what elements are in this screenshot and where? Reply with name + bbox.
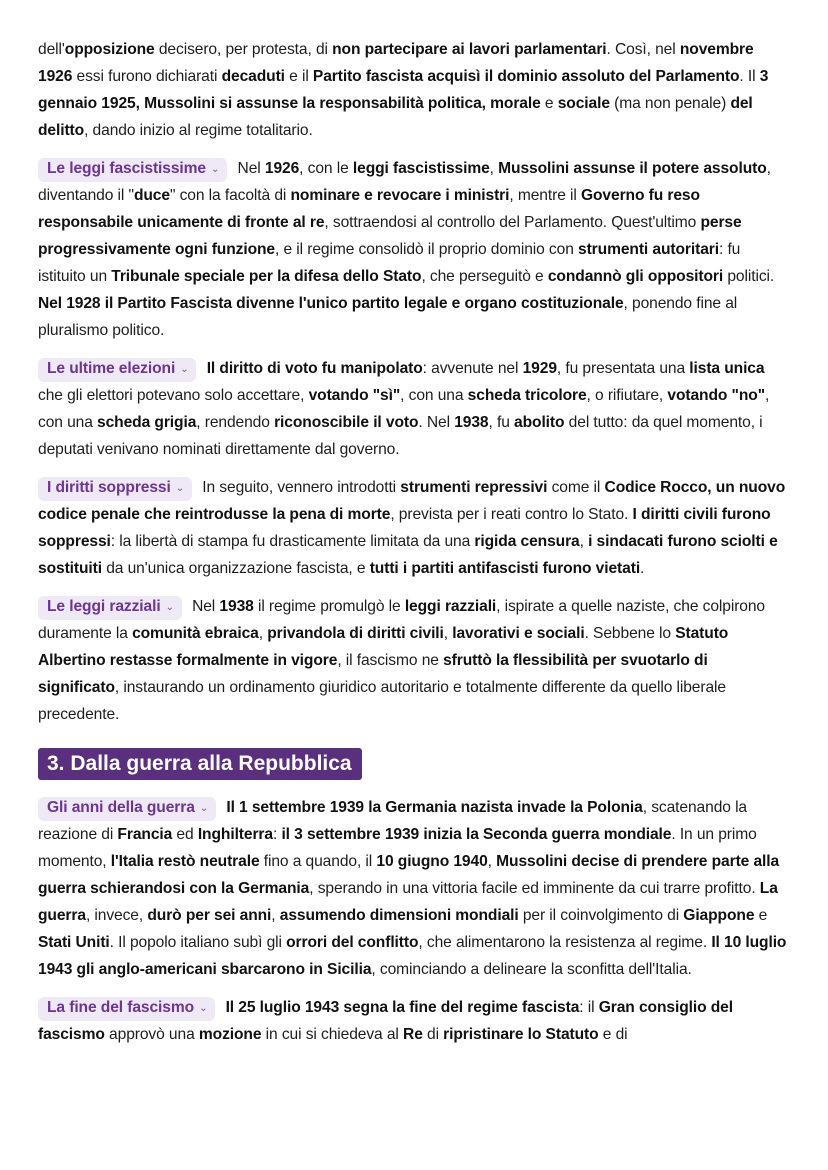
bold-text: condannò gli oppositori: [547, 268, 724, 285]
bold-text: decaduti: [221, 68, 285, 85]
text: : fu istituito un: [38, 241, 741, 285]
bold-text: rigida censura: [474, 533, 580, 550]
bold-text: votando "sì": [308, 387, 401, 404]
text: ,: [271, 907, 280, 924]
text: , invece,: [85, 907, 148, 924]
text: , fu presentata una: [556, 360, 690, 377]
text: In seguito, vennero introdotti: [198, 479, 401, 496]
text: ,: [443, 625, 453, 642]
bold-text: tutti i partiti antifascisti furono vietati: [369, 560, 641, 577]
text: del tutto: da quel momento, i deputati venivano nominati direttamente dal governo.: [38, 414, 763, 458]
bold-text: Statuto Albertino restasse formalmente in vigore: [38, 625, 729, 669]
bold-text: lista unica: [689, 360, 765, 377]
topic-tag-label: Gli anni della guerra: [47, 799, 195, 816]
anni-guerra-paragraph: [38, 794, 790, 983]
chevron-down-icon: ⌄: [165, 602, 174, 613]
topic-tag-label: Le leggi razziali: [47, 598, 161, 615]
text: che gli elettori potevano solo accettare,: [38, 387, 309, 404]
bold-text: duce: [133, 187, 170, 204]
bold-text: mozione: [198, 1026, 262, 1043]
bold-text: privandola di diritti civili: [267, 625, 444, 642]
bold-text: leggi fascistissime: [352, 160, 490, 177]
text: .: [640, 560, 645, 577]
bold-text: del delitto: [38, 95, 753, 139]
intro-paragraph: [38, 36, 790, 144]
bold-text: novembre 1926: [38, 41, 754, 85]
bold-text: lavorativi e sociali: [452, 625, 585, 642]
bold-text: riconoscibile il voto: [274, 414, 419, 431]
text: , che perseguitò e: [421, 268, 548, 285]
chevron-down-icon: ⌄: [199, 1003, 208, 1014]
bold-text: Il 1 settembre 1939 la Germania nazista invade la Polonia: [226, 799, 643, 816]
leggi-fascistissime-paragraph: [38, 155, 790, 344]
bold-text: 1938: [219, 598, 254, 615]
text: approvò una: [104, 1026, 199, 1043]
bold-text: Il 10 luglio 1943 gli anglo-americani sbarcarono in Sicilia: [38, 934, 787, 978]
text: come il: [547, 479, 605, 496]
bold-text: i sindacati furono sciolti e sostituiti: [38, 533, 778, 577]
text: e di: [598, 1026, 628, 1043]
bold-text: votando "no": [667, 387, 765, 404]
bold-text: sfruttò la flessibilità per svuotarlo di significato: [38, 652, 708, 696]
text: , o rifiutare,: [586, 387, 668, 404]
bold-text: leggi razziali: [404, 598, 497, 615]
text: : la libertà di stampa fu drasticamente limitata da una: [110, 533, 475, 550]
chevron-down-icon: ⌄: [180, 364, 189, 375]
text: , sperando in una vittoria facile ed imminente da cui trarre profitto.: [309, 880, 760, 897]
text: , che alimentarono la resistenza al regime.: [418, 934, 712, 951]
bold-text: non partecipare ai lavori parlamentari: [332, 41, 607, 58]
bold-text: Tribunale speciale per la difesa dello Stato: [111, 268, 422, 285]
ultime-elezioni-paragraph: [38, 355, 790, 463]
topic-tag-leggi-fascistissime[interactable]: [38, 158, 227, 182]
bold-text: 10 giugno 1940: [376, 853, 488, 870]
text: " con la facoltà di: [169, 187, 291, 204]
bold-text: strumenti repressivi: [400, 479, 548, 496]
text: ,: [487, 853, 497, 870]
topic-tag-ultime-elezioni[interactable]: [38, 358, 196, 382]
text: essi furono dichiarati: [72, 68, 222, 85]
text: (ma non penale): [609, 95, 731, 112]
text: , con le: [299, 160, 353, 177]
bold-text: perse progressivamente ogni funzione: [38, 214, 742, 258]
text: . Così, nel: [606, 41, 680, 58]
bold-text: I diritti civili furono soppressi: [38, 506, 771, 550]
bold-text: 3 gennaio 1925, Mussolini si assunse la responsabilità politica, morale: [38, 68, 769, 112]
text: ,: [489, 160, 499, 177]
bold-text: 1926: [264, 160, 300, 177]
bold-text: Mussolini assunse il potere assoluto: [498, 160, 767, 177]
text: , con una: [400, 387, 468, 404]
bold-text: Il 25 luglio 1943 segna la fine del regime fascista: [225, 999, 580, 1016]
text: , rendendo: [196, 414, 275, 431]
text: : avvenute nel: [422, 360, 523, 377]
text: . Nel: [418, 414, 455, 431]
bold-text: assumendo dimensioni mondiali: [279, 907, 519, 924]
text: : il: [579, 999, 599, 1016]
bold-text: 1938: [454, 414, 489, 431]
bold-text: 1929: [522, 360, 557, 377]
bold-text: Il diritto di voto fu manipolato: [206, 360, 423, 377]
text: , scatenando la reazione di: [38, 799, 748, 843]
topic-tag-label: La fine del fascismo: [47, 999, 195, 1016]
bold-text: scheda grigia: [97, 414, 197, 431]
text: e il: [284, 68, 313, 85]
bold-text: durò per sei anni: [147, 907, 272, 924]
text: :: [272, 826, 282, 843]
text: , fu: [488, 414, 515, 431]
text: ,: [579, 533, 589, 550]
text: , cominciando a delineare la sconfitta dell'Italia.: [371, 961, 692, 978]
text: , sottraendosi al controllo del Parlamento. Quest'ultimo: [324, 214, 701, 231]
text: , prevista per i reati contro lo Stato.: [390, 506, 633, 523]
text: per il coinvolgimento di: [518, 907, 684, 924]
text: , mentre il: [509, 187, 581, 204]
topic-tag-anni-guerra[interactable]: [38, 797, 216, 821]
text: , instaurando un ordinamento giuridico autoritario e totalmente differente da quello liberale precedente.: [38, 679, 726, 723]
text: , con una: [38, 387, 770, 431]
bold-text: Inghilterra: [197, 826, 273, 843]
text: Nel: [233, 160, 265, 177]
text: da un'unica organizzazione fascista, e: [101, 560, 370, 577]
bold-text: l'Italia restò neutrale: [110, 853, 260, 870]
bold-text: scheda tricolore: [467, 387, 587, 404]
text: ed: [172, 826, 198, 843]
fine-fascismo-paragraph: [38, 994, 790, 1048]
chevron-down-icon: ⌄: [199, 803, 209, 814]
text: fino a quando, il: [259, 853, 377, 870]
bold-text: strumenti autoritari: [578, 241, 719, 258]
bold-text: Stati Uniti: [38, 934, 110, 951]
bold-text: abolito: [514, 414, 565, 431]
bold-text: orrori del conflitto: [286, 934, 419, 951]
bold-text: Giappone: [683, 907, 755, 924]
bold-text: Partito fascista acquisì il dominio assoluto del Parlamento: [312, 68, 740, 85]
leggi-razziali-paragraph: [38, 593, 790, 728]
chevron-down-icon: ⌄: [211, 164, 220, 175]
bold-text: Governo fu reso responsabile unicamente di fronte al re: [38, 187, 700, 231]
text: e: [540, 95, 558, 112]
text: , il fascismo ne: [337, 652, 444, 669]
text: il regime promulgò le: [253, 598, 405, 615]
text: politici.: [723, 268, 775, 285]
text: e: [754, 907, 768, 924]
bold-text: La guerra: [38, 880, 778, 924]
topic-tag-label: Le leggi fascistissime: [47, 160, 207, 177]
text: ,: [258, 625, 268, 642]
text: in cui si chiedeva al: [261, 1026, 404, 1043]
chevron-down-icon: ⌄: [175, 483, 185, 494]
bold-text: Re: [403, 1026, 423, 1043]
bold-text: Mussolini decise di prendere parte alla guerra schierandosi con la Germania: [38, 853, 780, 897]
bold-text: Codice Rocco, un nuovo codice penale che reintrodusse la pena di morte: [38, 479, 786, 523]
topic-tag-diritti-soppressi[interactable]: [38, 477, 192, 501]
text: . Il: [739, 68, 760, 85]
topic-tag-label: Le ultime elezioni: [47, 360, 176, 377]
bold-text: Francia: [117, 826, 173, 843]
bold-text: Nel 1928 il Partito Fascista divenne l'unico partito legale e organo costituzionale: [38, 295, 624, 312]
bold-text: nominare e revocare i ministri: [290, 187, 510, 204]
topic-tag-fine-fascismo[interactable]: [38, 997, 215, 1021]
text: dell': [38, 41, 65, 58]
bold-text: sociale: [557, 95, 610, 112]
topic-tag-leggi-razziali[interactable]: [38, 596, 182, 620]
text: , ispirate a quelle naziste, che colpirono duramente la: [38, 598, 766, 642]
text: . In un primo momento,: [38, 826, 757, 870]
text: Nel: [187, 598, 220, 615]
text: , e il regime consolidò il proprio dominio con: [275, 241, 579, 258]
section-heading: 3. Dalla guerra alla Repubblica: [38, 748, 362, 780]
text: . Il popolo italiano subì gli: [109, 934, 287, 951]
diritti-soppressi-paragraph: [38, 474, 790, 582]
topic-tag-label: I diritti soppressi: [47, 479, 171, 496]
text: , dando inizio al regime totalitario.: [84, 122, 313, 139]
bold-text: comunità ebraica: [132, 625, 259, 642]
text: , ponendo fine al pluralismo politico.: [38, 295, 738, 339]
bold-text: opposizione: [64, 41, 155, 58]
text: di: [422, 1026, 444, 1043]
bold-text: Gran consiglio del fascismo: [38, 999, 733, 1043]
bold-text: il 3 settembre 1939 inizia la Seconda guerra mondiale: [281, 826, 672, 843]
bold-text: ripristinare lo Statuto: [443, 1026, 599, 1043]
text: . Sebbene lo: [584, 625, 676, 642]
text: , diventando il ": [38, 160, 771, 204]
text: decisero, per protesta, di: [154, 41, 333, 58]
